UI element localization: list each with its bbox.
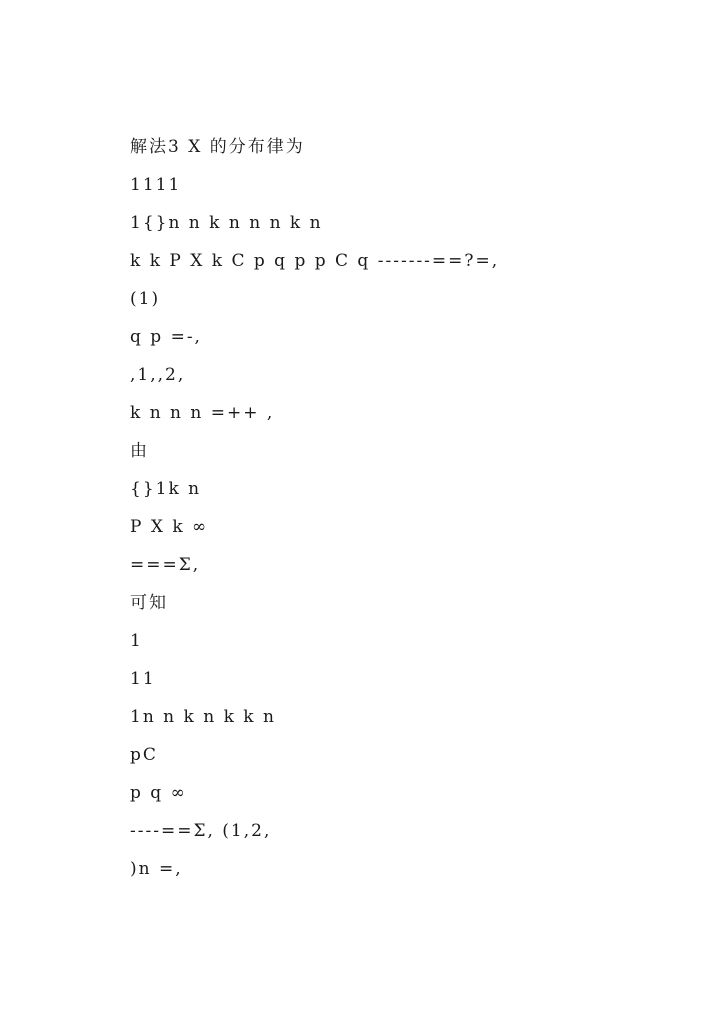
text-line: ===Σ, <box>130 555 201 575</box>
text-line: 1 <box>130 631 143 651</box>
text-line: k k P X k C p q p p C q -------==?=, <box>130 251 500 271</box>
text-line: )n =, <box>130 859 183 879</box>
text-line: 可知 <box>130 593 168 613</box>
text-line: pC <box>130 745 158 765</box>
text-line: 1n n k n k k n <box>130 707 276 727</box>
text-line: (1) <box>130 289 161 309</box>
text-line: k n n n =++ , <box>130 403 275 423</box>
text-line: 由 <box>130 441 149 461</box>
text-line: {}1k n <box>130 479 202 499</box>
document-body <box>130 135 670 895</box>
text-line: ----==Σ, (1,2, <box>130 821 272 841</box>
text-line: ,1,,2, <box>130 365 186 385</box>
text-line: p q ∞ <box>130 783 187 803</box>
text-line: P X k ∞ <box>130 517 209 537</box>
text-line: 解法3 X 的分布律为 <box>130 137 305 157</box>
text-line: q p =-, <box>130 327 202 347</box>
text-line: 1111 <box>130 175 182 195</box>
text-line: 1{}n n k n n n k n <box>130 213 323 233</box>
text-line: 11 <box>130 669 156 689</box>
